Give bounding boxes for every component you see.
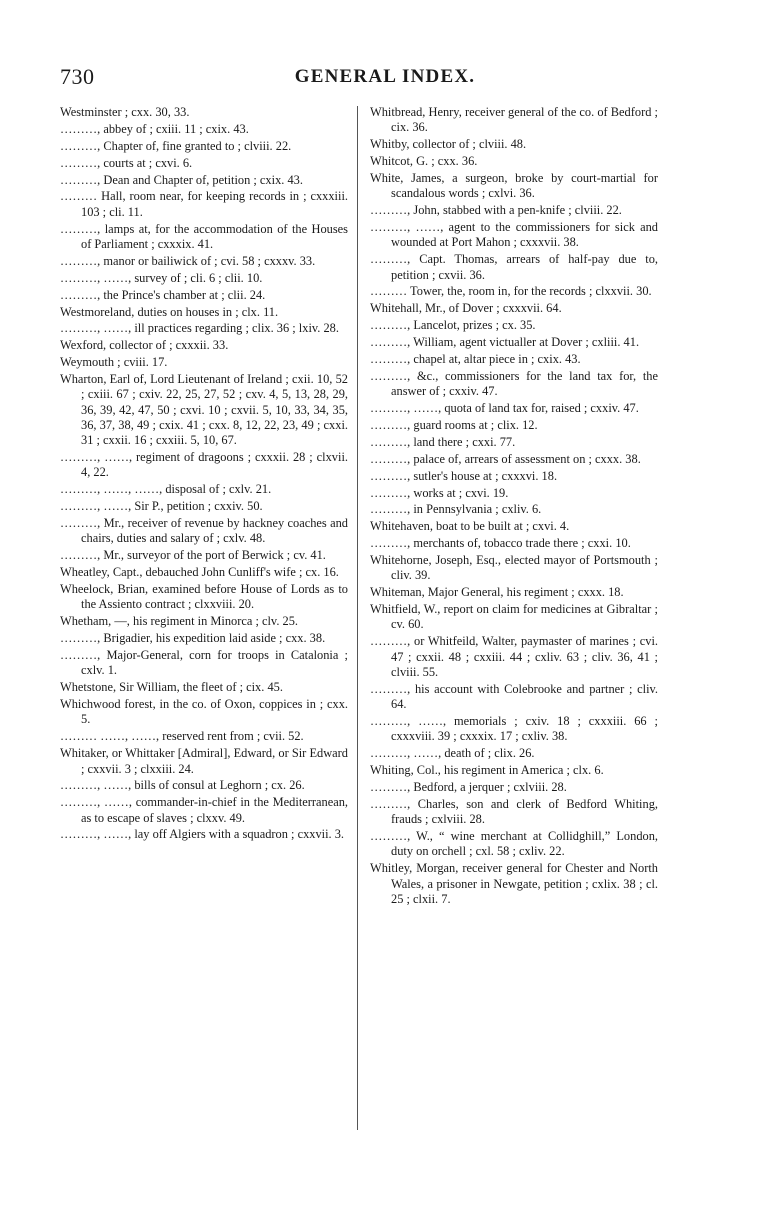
index-entry: ………, manor or bailiwick of ; cvi. 58 ; cxxxv. 33. <box>60 253 316 268</box>
index-entry: ………, land there ; cxxi. 77. <box>370 434 516 449</box>
index-entry: Whiting, Col., his regiment in America ; clx. 6. <box>370 763 604 778</box>
index-entry: Whitehall, Mr., of Dover ; cxxxvii. 64. <box>370 301 562 316</box>
index-entry: ………, ……, bills of consul at Leghorn ; cx. 26. <box>60 778 305 793</box>
index-entry: ………, ……, quota of land tax for, raised ; cxxiv. 47. <box>370 401 639 416</box>
index-entry: ………, chapel at, altar piece in ; cxix. 43. <box>370 351 581 366</box>
index-entry: ………, Lancelot, prizes ; cx. 35. <box>370 318 536 333</box>
index-entry: ………, Charles, son and clerk of Bedford Whiting, frauds ; cxlviii. 28. <box>370 796 658 827</box>
index-entry: Westminster ; cxx. 30, 33. <box>60 105 190 119</box>
index-entry: Whitby, collector of ; clviii. 48. <box>370 137 527 152</box>
index-entry: ………, Major-General, corn for troops in Catalonia ; cxlv. 1. <box>60 648 348 678</box>
index-entry: ………, W., “ wine merchant at Collidghill,” London, duty on orchell ; cxl. 58 ; cxliv. 22. <box>370 829 658 859</box>
index-entry: ………, ……, commander-in-chief in the Mediterranean, as to escape of slaves ; clxxv. 49. <box>60 795 348 825</box>
index-entry: ………, palace of, arrears of assessment on ; cxxx. 38. <box>370 451 641 466</box>
index-entry: ………, in Pennsylvania ; cxliv. 6. <box>370 502 542 517</box>
index-entry: ………, ……, Sir P., petition ; cxxiv. 50. <box>60 499 263 514</box>
index-entry: ………, &c., commissioners for the land tax for, the answer of ; cxxiv. 47. <box>370 368 658 399</box>
index-entry: ………, Capt. Thomas, arrears of half-pay due to, petition ; cxvii. 36. <box>370 252 658 282</box>
index-entry: Westmoreland, duties on houses in ; clx. 11. <box>60 304 279 319</box>
index-entry: Whetham, —, his regiment in Minorca ; clv. 25. <box>60 614 299 629</box>
index-entry: Whitbread, Henry, receiver general of the co. of Bedford ; cix. 36. <box>370 105 658 135</box>
index-entry: Wexford, collector of ; cxxxii. 33. <box>60 338 229 353</box>
index-entry: ………, ……, memorials ; cxiv. 18 ; cxxxiii. 66 ; cxxxviii. 39 ; cxxxix. 17 ; cxliv. 38. <box>370 714 658 744</box>
index-entry: Whitehaven, boat to be built at ; cxvi. 4. <box>370 519 570 534</box>
index-entry: ……… Hall, room near, for keeping records in ; cxxxiii. 103 ; cli. 11. <box>60 189 348 219</box>
index-entry: ………, Dean and Chapter of, petition ; cxix. 43. <box>60 172 303 187</box>
index-entry: ………, Bedford, a jerquer ; cxlviii. 28. <box>370 779 567 794</box>
index-entry: ………, courts at ; cxvi. 6. <box>60 155 193 170</box>
running-title: GENERAL INDEX. <box>294 66 476 87</box>
index-entry: ………, Brigadier, his expedition laid aside ; cxx. 38. <box>60 631 326 646</box>
index-entry: ………, merchants of, tobacco trade there ; cxxi. 10. <box>370 536 631 551</box>
index-entry: ………, works at ; cxvi. 19. <box>370 485 509 500</box>
index-entry: ………, ……, regiment of dragoons ; cxxxii. 28 ; clxvii. 4, 22. <box>60 450 348 480</box>
index-entry: Wharton, Earl of, Lord Lieutenant of Ireland ; cxii. 10, 52 ; cxiii. 67 ; cxiv. 22, 25, 27, 52 ; cxv. 4, 5, 13, 28, 29, 36, 39, 42, 47, 50 ; cxvi. 10 ; cxvii. 5, 10, 33, 34, 35, 36, 37, 38, 49 ; cxix. 41 ; cxx. 8, 12, 22, 23, 49 ; cxxi. 31 ; cxxii. 16 ; cxxiii. 5, 10, 67. <box>60 372 348 448</box>
index-entry: Whetstone, Sir William, the fleet of ; cix. 45. <box>60 680 283 695</box>
index-entry: Whitfield, W., report on claim for medicines at Gibraltar ; cv. 60. <box>370 602 658 632</box>
index-entry: ………, guard rooms at ; clix. 12. <box>370 417 538 432</box>
index-entry: Wheelock, Brian, examined before House of Lords as to the Assiento contract ; clxxviii. 20. <box>60 582 348 612</box>
index-entry: ………, Chapter of, fine granted to ; clviii. 22. <box>60 138 292 153</box>
index-entry: ………, ……, ill practices regarding ; clix. 36 ; lxiv. 28. <box>60 321 339 336</box>
index-entry: Whitaker, or Whittaker [Admiral], Edward, or Sir Edward ; cxxvii. 3 ; clxxiii. 24. <box>60 746 348 776</box>
index-entry: ………, his account with Colebrooke and partner ; cliv. 64. <box>370 681 658 712</box>
right-column <box>370 105 658 909</box>
index-entry: ………, Mr., receiver of revenue by hackney coaches and chairs, duties and salary of ; cxlv. 48. <box>60 516 348 546</box>
index-entry: Whiteman, Major General, his regiment ; cxxx. 18. <box>370 585 624 600</box>
page-header <box>60 64 710 94</box>
index-entry: ………, ……, agent to the commissioners for sick and wounded at Port Mahon ; cxxxvii. 38. <box>370 220 658 250</box>
index-entry: White, James, a surgeon, broke by court-martial for scandalous words ; cxlvi. 36. <box>370 170 658 201</box>
index-entry: ………, ……, ……, disposal of ; cxlv. 21. <box>60 482 272 497</box>
index-entry: ………, the Prince's chamber at ; clii. 24. <box>60 287 266 302</box>
index-entry: ……… ……, ……, reserved rent from ; cvii. 52. <box>60 729 304 744</box>
page-number: 730 <box>60 64 95 89</box>
index-entry: ………, sutler's house at ; cxxxvi. 18. <box>370 468 558 483</box>
index-entry: ………, lamps at, for the accommodation of the Houses of Parliament ; cxxxix. 41. <box>60 221 348 251</box>
index-entry: Weymouth ; cviii. 17. <box>60 355 168 370</box>
index-entry: ………, abbey of ; cxiii. 11 ; cxix. 43. <box>60 121 249 136</box>
index-entry: ………, William, agent victualler at Dover ; cxliii. 41. <box>370 335 640 350</box>
index-entry: ………, or Whitfeild, Walter, paymaster of marines ; cvi. 47 ; cxxii. 48 ; cxxiii. 44 ; cxliv. 63 ; cliv. 36, 41 ; clviii. 55. <box>370 634 658 679</box>
index-entry: ………, John, stabbed with a pen-knife ; clviii. 22. <box>370 203 622 218</box>
index-entry: ………, Mr., surveyor of the port of Berwick ; cv. 41. <box>60 548 326 563</box>
index-entry: ……… Tower, the, room in, for the records ; clxxvii. 30. <box>370 284 652 299</box>
index-entry: ………, ……, lay off Algiers with a squadron ; cxxvii. 3. <box>60 827 345 842</box>
index-entry: ………, ……, death of ; clix. 26. <box>370 746 535 761</box>
index-entry: Whitehorne, Joseph, Esq., elected mayor of Portsmouth ; cliv. 39. <box>370 553 658 583</box>
column-divider <box>357 106 358 1130</box>
index-entry: Whichwood forest, in the co. of Oxon, coppices in ; cxx. 5. <box>60 697 348 727</box>
index-entry: Whitcot, G. ; cxx. 36. <box>370 154 478 169</box>
index-entry: Whitley, Morgan, receiver general for Chester and North Wales, a prisoner in Newgate, petition ; cxlix. 38 ; cl. 25 ; clxii. 7. <box>370 861 658 906</box>
index-entry: Wheatley, Capt., debauched John Cunliff's wife ; cx. 16. <box>60 565 339 580</box>
index-entry: ………, ……, survey of ; cli. 6 ; clii. 10. <box>60 270 263 285</box>
left-column <box>60 105 348 844</box>
